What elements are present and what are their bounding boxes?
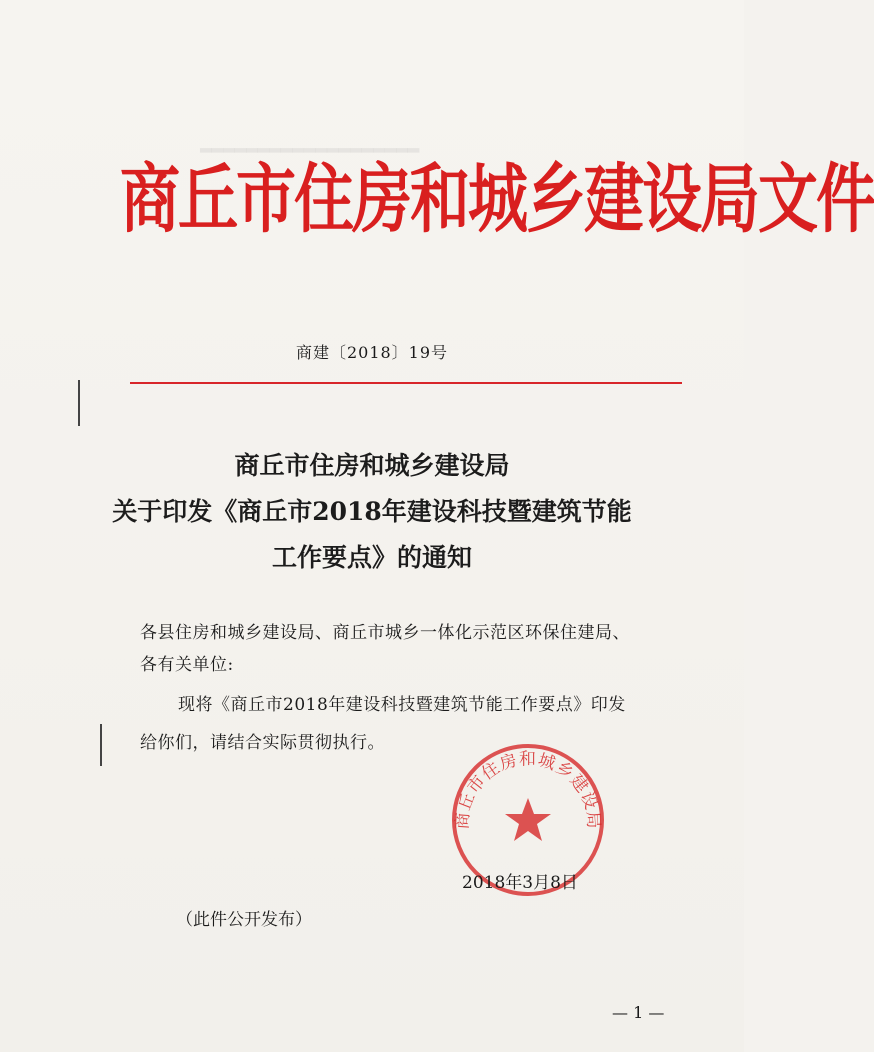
notice-title-line1: 商丘市住房和城乡建设局 (234, 451, 510, 480)
scan-margin-mark (78, 380, 80, 426)
recipients-line1: 各县住房和城乡建设局、商丘市城乡一体化示范区环保住建局、 (140, 623, 630, 643)
svg-text:商丘市住房和城乡建设局: 商丘市住房和城乡建设局 (452, 749, 604, 831)
page-number: — 1 — (612, 1003, 665, 1022)
body-line2: 给你们，请结合实际贯彻执行。 (140, 733, 385, 753)
recipients-line2: 各有关单位: (140, 655, 234, 675)
document-number: 商建〔2018〕19号 (295, 343, 449, 362)
red-separator-rule (130, 382, 682, 384)
issue-date: 2018年3月8日 (462, 873, 578, 893)
public-release-note: （此件公开发布） (176, 910, 312, 930)
bleed-through-decoration: ▂▂▂▂▂▂▂▂▂▂▂▂▂▂▂▂▂▂▂ (200, 135, 420, 153)
notice-title-line3: 工作要点》的通知 (271, 543, 472, 572)
body-line1: 现将《商丘市2018年建设科技暨建筑节能工作要点》印发 (178, 695, 626, 715)
notice-title-line2: 关于印发《商丘市2018年建设科技暨建筑节能 (112, 497, 632, 526)
scan-margin-mark (100, 724, 102, 766)
document-header-title: 商丘市住房和城乡建设局文件 (120, 156, 874, 244)
